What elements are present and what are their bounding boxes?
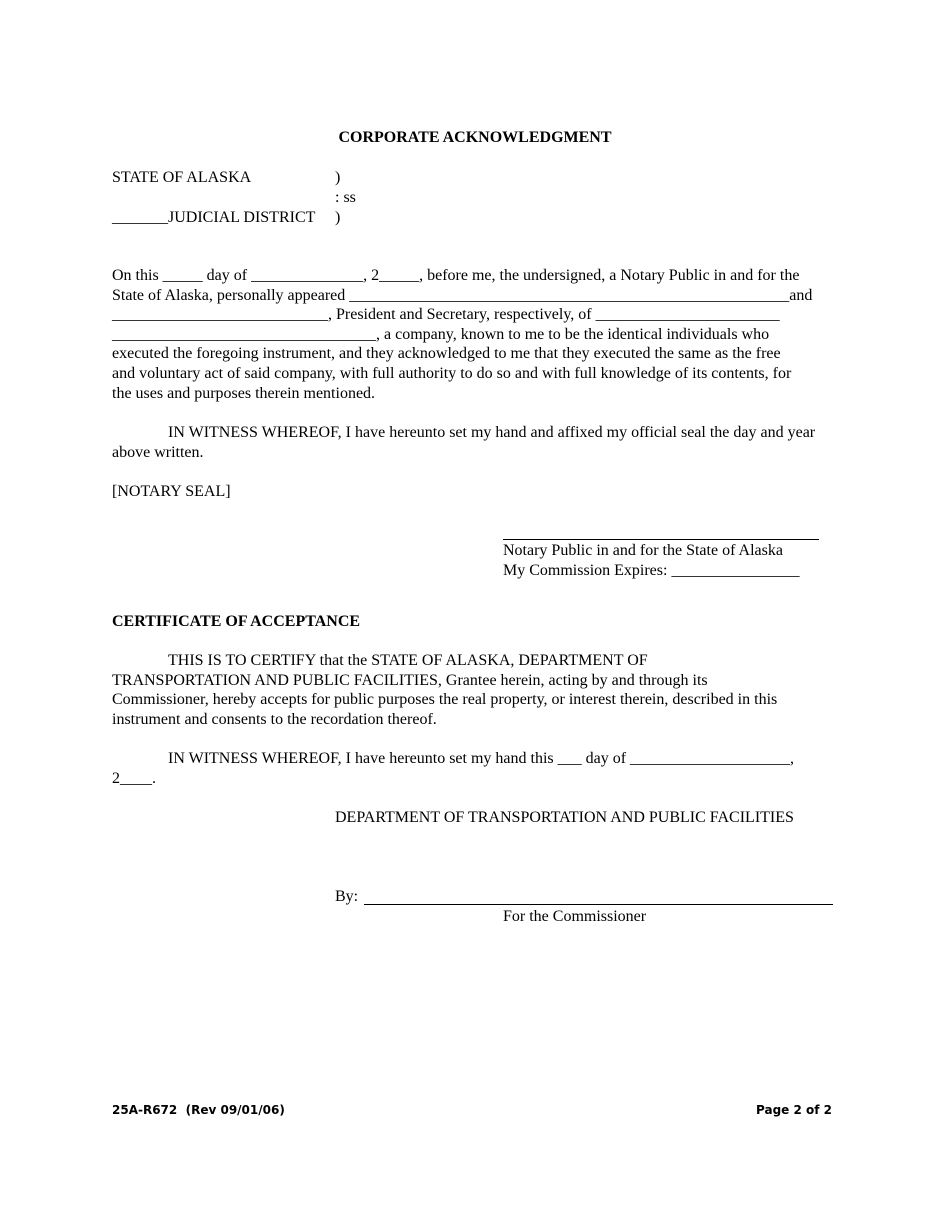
- certificate-witness-year: 2____.: [112, 770, 156, 787]
- venue-district: _______JUDICIAL DISTRICT: [112, 209, 316, 226]
- notary-commission: My Commission Expires: ________________: [503, 562, 800, 579]
- certificate-heading: CERTIFICATE OF ACCEPTANCE: [112, 613, 361, 630]
- venue-state: STATE OF ALASKA: [112, 169, 252, 186]
- certificate-line: Commissioner, hereby accepts for public purposes the real property, or interest therein, described in this: [112, 691, 778, 708]
- certificate-witness: IN WITNESS WHEREOF, I have hereunto set my hand this ___ day of ____________________,: [168, 750, 795, 767]
- acknowledgment-line: and voluntary act of said company, with full authority to do so and with full knowledge of its contents, for: [112, 365, 792, 382]
- notary-signature-line: [503, 539, 819, 540]
- certificate-line: instrument and consents to the recordation thereof.: [112, 711, 437, 728]
- acknowledgment-line: ___________________________, President and Secretary, respectively, of _______________________: [112, 306, 780, 323]
- acknowledgment-line: State of Alaska, personally appeared _______________________________________________________and: [112, 287, 813, 304]
- acknowledgment-line: the uses and purposes therein mentioned.: [112, 385, 376, 402]
- for-commissioner: For the Commissioner: [503, 908, 647, 925]
- venue-paren: ): [335, 169, 341, 186]
- department-name: DEPARTMENT OF TRANSPORTATION AND PUBLIC FACILITIES: [335, 809, 794, 826]
- page-number: Page 2 of 2: [756, 1103, 832, 1117]
- by-label: By:: [335, 888, 359, 905]
- notary-seal: [NOTARY SEAL]: [112, 483, 231, 500]
- commissioner-signature-line: [364, 904, 833, 905]
- page-title: CORPORATE ACKNOWLEDGMENT: [338, 129, 612, 146]
- certificate-line: TRANSPORTATION AND PUBLIC FACILITIES, Grantee herein, acting by and through its: [112, 672, 708, 689]
- acknowledgment-line: _________________________________, a company, known to me to be the identical individuals who: [112, 326, 770, 343]
- acknowledgment-line: executed the foregoing instrument, and they acknowledged to me that they executed the same as the free: [112, 345, 781, 362]
- venue-ss: : ss: [335, 189, 356, 206]
- notary-title: Notary Public in and for the State of Alaska: [503, 542, 783, 559]
- acknowledgment-line: On this _____ day of ______________, 2_____, before me, the undersigned, a Notary Public in and for the: [112, 267, 800, 284]
- certificate-line: THIS IS TO CERTIFY that the STATE OF ALASKA, DEPARTMENT OF: [168, 652, 648, 669]
- acknowledgment-witness: IN WITNESS WHEREOF, I have hereunto set my hand and affixed my official seal the day and year above written.: [112, 424, 816, 461]
- form-number: 25A-R672 (Rev 09/01/06): [112, 1103, 285, 1117]
- venue-paren: ): [335, 209, 341, 226]
